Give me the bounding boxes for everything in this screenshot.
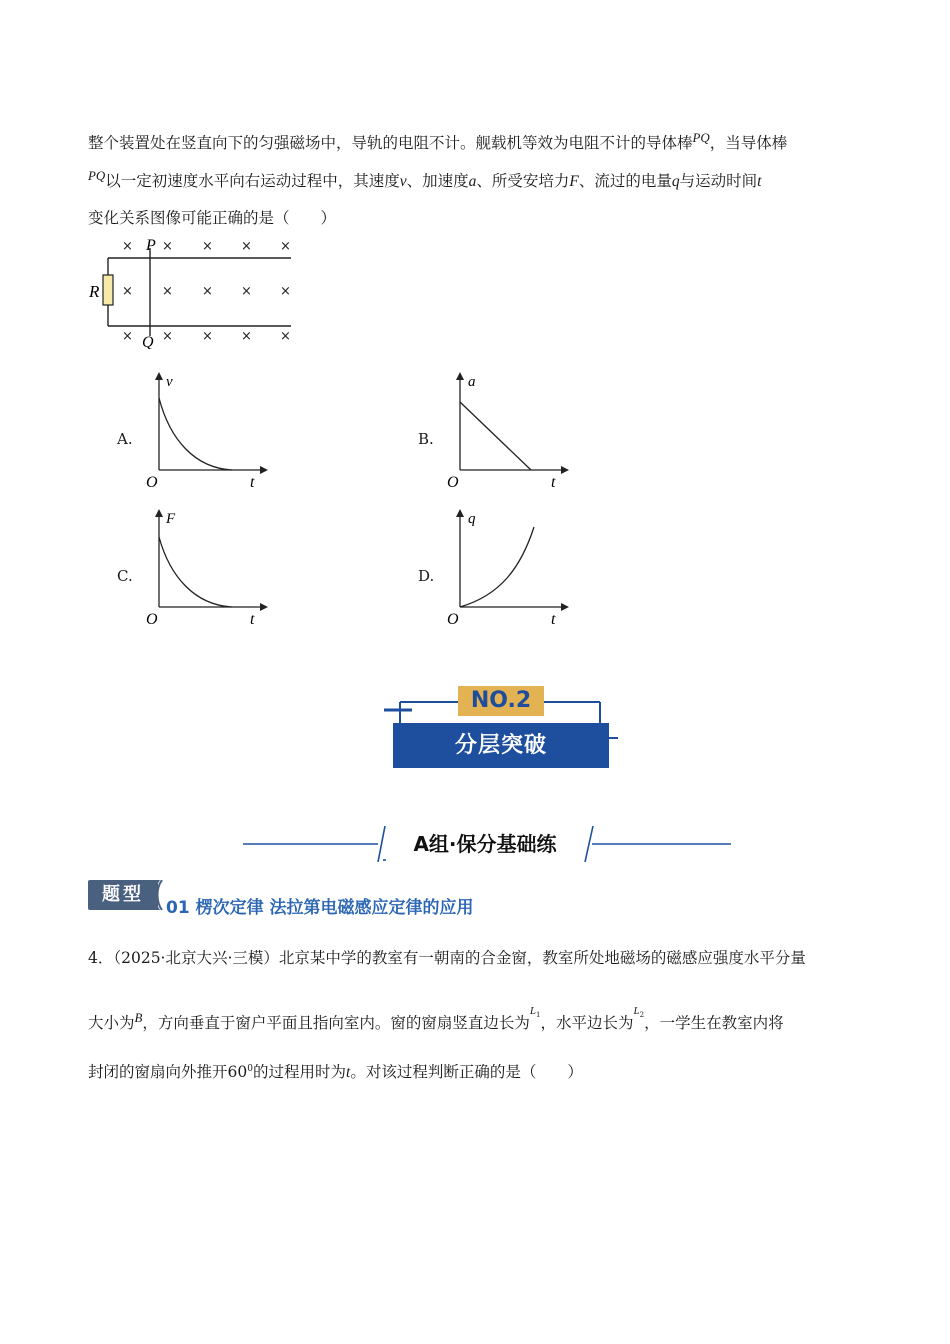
var-v: v — [399, 173, 407, 191]
section-number-badge: NO.2 — [458, 686, 544, 716]
var-t: t — [757, 173, 762, 191]
option-d-graph[interactable] — [441, 507, 571, 629]
field-mark: × — [162, 284, 173, 299]
option-b-graph[interactable] — [441, 370, 571, 492]
svg-text:O: O — [447, 611, 459, 628]
problem3-line2: $^{PQ}$以一定初速度水平向右运动过程中，其速度v、加速度a、所受安培力F、流过的电量q与运动时间t — [88, 168, 762, 191]
svg-text:O: O — [146, 611, 158, 628]
field-mark: × — [122, 329, 133, 344]
field-mark: × — [241, 239, 252, 254]
resistor — [103, 275, 113, 305]
svg-text:t: t — [250, 474, 255, 491]
field-mark: × — [162, 329, 173, 344]
group-header-title: A组·保分基础练 — [413, 832, 557, 856]
field-mark: × — [122, 284, 133, 299]
svg-text:t: t — [551, 474, 556, 491]
var-pq: PQ — [88, 168, 106, 183]
svg-text:v: v — [166, 374, 173, 390]
field-mark: × — [241, 329, 252, 344]
var-f: F — [569, 173, 579, 191]
var-pq: PQ — [692, 130, 710, 145]
velocity-curve — [159, 398, 232, 470]
svg-text:O: O — [146, 474, 158, 491]
field-mark: × — [202, 239, 213, 254]
field-mark: × — [202, 284, 213, 299]
degree-mark: 0 — [247, 1063, 253, 1074]
option-c-graph[interactable] — [140, 507, 270, 629]
topic-title: 01 楞次定律 法拉第电磁感应定律的应用 — [166, 898, 474, 918]
option-d-label[interactable]: D. — [418, 567, 435, 585]
problem4-line1: 4．（2025·北京大兴·三模）北京某中学的教室有一朝南的合金窗，教室所处地磁场的磁感应强度水平分量 — [88, 949, 806, 967]
label-p: P — [146, 237, 156, 254]
var-b: B — [134, 1010, 143, 1025]
field-mark: × — [162, 239, 173, 254]
label-q: Q — [142, 334, 154, 349]
acceleration-line — [460, 402, 531, 470]
magnetic-field-marks — [122, 239, 291, 344]
var-a: a — [468, 173, 477, 191]
problem3-line3: 变化关系图像可能正确的是（ ） — [88, 209, 337, 227]
rail-circuit-diagram — [86, 234, 301, 349]
option-a-graph[interactable] — [140, 370, 270, 492]
option-a-label[interactable]: A. — [117, 430, 133, 448]
var-l2: L — [633, 1005, 640, 1017]
svg-text:O: O — [447, 474, 459, 491]
field-mark: × — [122, 239, 133, 254]
field-mark: × — [241, 284, 252, 299]
svg-text:F: F — [166, 511, 176, 527]
svg-text:q: q — [468, 511, 476, 527]
force-curve — [159, 537, 232, 607]
var-t: t — [346, 1064, 351, 1081]
field-mark: × — [280, 284, 291, 299]
field-mark: × — [280, 239, 291, 254]
field-mark: × — [280, 329, 291, 344]
problem4-line3: 封闭的窗扇向外推开$60^0$的过程用时为t。对该过程判断正确的是（ ） — [88, 1063, 583, 1081]
angle-value: 60 — [227, 1063, 248, 1081]
label-r: R — [89, 282, 100, 301]
var-l1: L — [529, 1005, 537, 1017]
option-b-label[interactable]: B. — [418, 430, 434, 448]
topic-badge: 题型 — [88, 880, 158, 910]
section-title-banner: 分层突破 — [393, 723, 609, 768]
charge-curve — [460, 527, 534, 607]
problem3-line1: 整个装置处在竖直向下的匀强磁场中，导轨的电阻不计。舰载机等效为电阻不计的导体棒$^{PQ}$，当导体棒 — [88, 130, 788, 153]
topic-badge-tail-icon — [150, 880, 166, 910]
svg-text:a: a — [468, 374, 476, 390]
var-q: q — [671, 173, 680, 191]
svg-text:t: t — [551, 611, 556, 628]
svg-text:t: t — [250, 611, 255, 628]
field-mark: × — [202, 329, 213, 344]
option-c-label[interactable]: C. — [117, 567, 133, 585]
problem4-line2: 大小为$^B$，方向垂直于窗户平面且指向室内。窗的窗扇竖直边长为$^{L_1}$，水平边长为$^{L_2}$，一学生在教室内将 — [88, 1005, 784, 1033]
